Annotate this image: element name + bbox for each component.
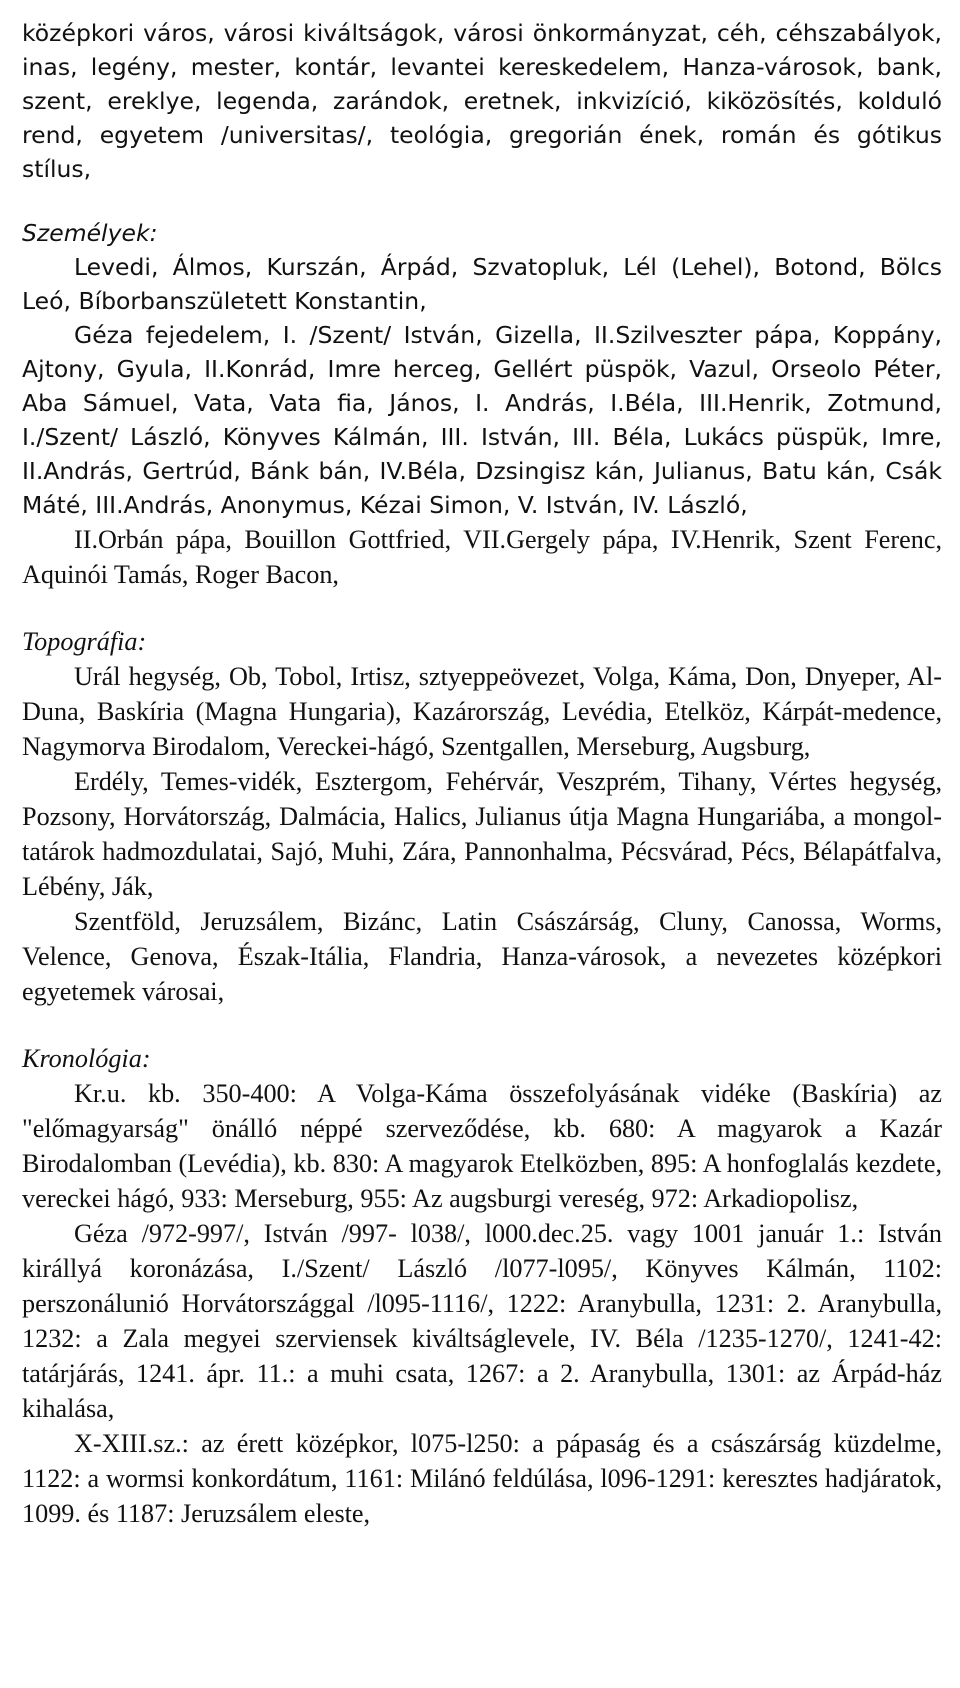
intro-terms: középkori város, városi kiváltságok, városi önkormányzat, céh, céhszabályok, inas, legény, mester, kontár, levantei kereskedelem, Hanza-városok, bank, szent, ereklye, legenda, zarándok, eretnek, inkvizíció, kiközösítés, kolduló rend, egyetem /universitas/, teológia, gregorián ének, román és gótikus stílus, [22, 19, 942, 183]
topografia-paragraph-1: Urál hegység, Ob, Tobol, Irtisz, sztyeppeövezet, Volga, Káma, Don, Dnyeper, Al-Duna, Baskíria (Magna Hungaria), Kazárország, Levédia, Etelköz, Kárpát-medence, Nagymorva Birodalom, Vereckei-hágó, Szentgallen, Merseburg, Augsburg, [22, 662, 942, 761]
section-heading-szemelyek: Személyek: [22, 219, 158, 247]
heading-text: Topográfia [22, 627, 138, 656]
section-heading-topografia: Topográfia: [22, 627, 147, 656]
heading-text: Kronológia [22, 1044, 142, 1073]
szemelyek-paragraph-1: Levedi, Álmos, Kurszán, Árpád, Szvatopluk, Lél (Lehel), Botond, Bölcs Leó, Bíborbanszületett Konstantin, [22, 253, 942, 315]
szemelyek-paragraph-2: Géza fejedelem, I. /Szent/ István, Gizella, II.Szilveszter pápa, Koppány, Ajtony, Gyula, II.Konrád, Imre herceg, Gellért püspök, Vazul, Orseolo Péter, Aba Sámuel, Vata, Vata fia, János, I. András, I.Béla, III.Henrik, Zotmund, I./Szent/ László, Könyves Kálmán, III. István, III. Béla, Lukács püspük, Imre, II.András, Gertrúd, Bánk bán, IV.Béla, Dzsingisz kán, Julianus, Batu kán, Csák Máté, III.András, Anonymus, Kézai Simon, V. István, IV. László, [22, 321, 942, 519]
heading-text: Személyek [22, 219, 150, 247]
section-heading-kronologia: Kronológia: [22, 1044, 151, 1073]
topografia-paragraph-3: Szentföld, Jeruzsálem, Bizánc, Latin Császárság, Cluny, Canossa, Worms, Velence, Genova, Észak-Itália, Flandria, Hanza-városok, a nevezetes középkori egyetemek városai, [22, 907, 942, 1006]
kronologia-paragraph-3: X-XIII.sz.: az érett középkor, l075-l250: a pápaság és a császárság küzdelme, 1122: a wormsi konkordátum, 1161: Milánó feldúlása, l096-1291: keresztes hadjáratok, 1099. és 1187: Jeruzsálem eleste, [22, 1429, 942, 1528]
kronologia-paragraph-1: Kr.u. kb. 350-400: A Volga-Káma összefolyásának vidéke (Baskíria) az "előmagyarság" önálló néppé szerveződése, kb. 680: A magyarok a Kazár Birodalomban (Levédia), kb. 830: A magyarok Etelközben, 895: A honfoglalás kezdete, vereckei hágó, 933: Merseburg, 955: Az augsburgi vereség, 972: Arkadiopolisz, [22, 1079, 942, 1213]
szemelyek-paragraph-3: II.Orbán pápa, Bouillon Gottfried, VII.Gergely pápa, IV.Henrik, Szent Ferenc, Aquinói Tamás, Roger Bacon, [22, 525, 942, 589]
topografia-paragraph-2: Erdély, Temes-vidék, Esztergom, Fehérvár, Veszprém, Tihany, Vértes hegység, Pozsony, Horvátország, Dalmácia, Halics, Julianus útja Magna Hungariába, a mongol-tatárok hadmozdulatai, Sajó, Muhi, Zára, Pannonhalma, Pécsvárad, Pécs, Bélapátfalva, Lébény, Ják, [22, 767, 942, 901]
spacer [22, 186, 942, 216]
kronologia-paragraph-2: Géza /972-997/, István /997- l038/, l000.dec.25. vagy 1001 január 1.: István királlyá koronázása, I./Szent/ László /l077-l095/, Könyves Kálmán, 1102: perszonálunió Horvátországgal /l095-1116/, 1222: Aranybulla, 1231: 2. Aranybulla, 1232: a Zala megyei szerviensek kiváltságlevele, IV. Béla /1235-1270/, 1241-42: tatárjárás, 1241. ápr. 11.: a muhi csata, 1267: a 2. Aranybulla, 1301: az Árpád-ház kihalása, [22, 1219, 942, 1423]
spacer [22, 592, 942, 624]
spacer [22, 1009, 942, 1041]
